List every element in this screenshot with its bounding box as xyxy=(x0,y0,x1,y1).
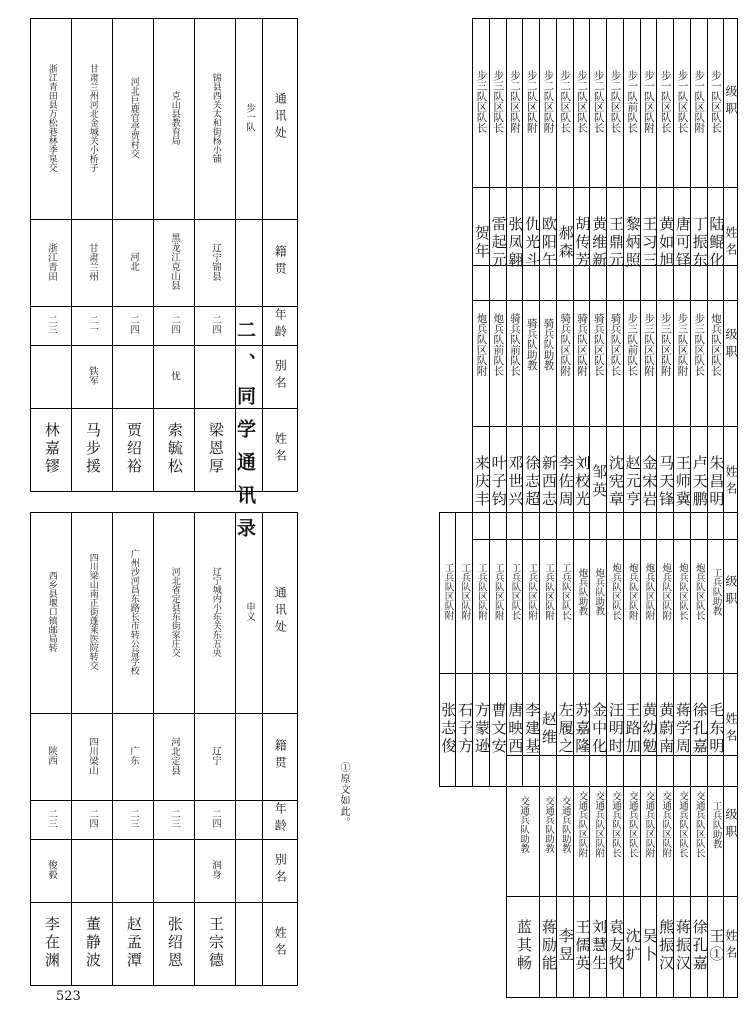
table-cell-rank: 炮兵队区队长 xyxy=(607,513,624,674)
table-cell-rank: 交通兵队区队附 xyxy=(573,756,590,897)
table-cell-name: 仇光斗 xyxy=(523,188,540,301)
table-cell-contact: 甘肃兰州河北金城关小桥子 xyxy=(72,19,113,220)
table-header-alias: 别名 xyxy=(263,346,298,409)
table-cell-rank: 炮兵队区队附 xyxy=(473,266,490,427)
unit-label-spacer xyxy=(236,307,263,346)
table-cell-origin: 辽宁 xyxy=(195,714,236,801)
table-cell-name: 王① xyxy=(707,897,724,998)
table-cell-rank: 炮兵队区队长 xyxy=(707,266,724,427)
table-cell-name: 董静波 xyxy=(72,903,113,986)
table-cell-rank: 工兵队区队附 xyxy=(473,513,490,674)
table-cell-name: 李佐周 xyxy=(556,427,573,540)
table-cell-name: 赵元亨 xyxy=(623,427,640,540)
table-cell-name: 黄如旭 xyxy=(657,188,674,301)
unit-label-spacer xyxy=(236,840,263,903)
table-cell-name: 曹文安 xyxy=(489,674,506,787)
table-cell-age: 二三 xyxy=(154,801,195,840)
table-header-alias: 别名 xyxy=(263,840,298,903)
table-cell-rank: 工兵队助教 xyxy=(707,756,724,897)
table-cell-name: 徐志超 xyxy=(523,427,540,540)
table-cell-rank: 工兵队区队附 xyxy=(456,513,473,674)
table-cell-rank: 步三队区队附 xyxy=(640,266,657,427)
table-cell-alias: 铁军 xyxy=(72,346,113,409)
table-cell-name: 王师冀 xyxy=(674,427,691,540)
table-cell-rank: 步三队区队长 xyxy=(489,19,506,188)
table-cell-age: 二四 xyxy=(195,801,236,840)
footnote: ①原文如此。 xyxy=(338,762,349,828)
section-title: 二、同学通讯录 xyxy=(234,320,256,551)
table-cell-rank: 步一队区队附 xyxy=(640,19,657,188)
table-cell-name: 马步援 xyxy=(72,409,113,492)
table-cell-rank: 工兵队助教 xyxy=(707,513,724,674)
table-header-age: 年龄 xyxy=(263,801,298,840)
table-cell-rank: 步一队区队附 xyxy=(690,19,707,188)
table-cell-name: 黄维新 xyxy=(590,188,607,301)
table-cell-name: 卢天鹏 xyxy=(690,427,707,540)
table-cell-rank: 步一队区队长 xyxy=(657,19,674,188)
table-header-origin: 籍贯 xyxy=(263,714,298,801)
table-cell-name: 刘慧生 xyxy=(590,897,607,998)
table-cell-rank: 步二队区队长 xyxy=(590,19,607,188)
table-cell-alias xyxy=(72,840,113,903)
unit-label-spacer xyxy=(236,346,263,409)
table-cell-rank: 交通兵队区队长 xyxy=(623,756,640,897)
table-cell-name: 林嘉镠 xyxy=(31,409,72,492)
table-cell-name: 熊振汉 xyxy=(657,897,674,998)
table-cell-name: 左履之 xyxy=(556,674,573,787)
table-cell-rank: 步三队前队长 xyxy=(623,266,640,427)
table-cell-rank: 交通兵队区队长 xyxy=(690,756,707,897)
table-cell-rank: 骑兵队助教 xyxy=(523,266,540,427)
table-cell-name: 王鼎元 xyxy=(607,188,624,301)
table-header-age: 年龄 xyxy=(263,307,298,346)
table-cell-rank: 步二队区队附 xyxy=(540,19,557,188)
table-cell-rank: 交通兵队助教 xyxy=(556,756,573,897)
table-cell-origin: 广东 xyxy=(113,714,154,801)
table-cell-name: 蒋励能 xyxy=(540,897,557,998)
table-cell-rank: 步二队区队附 xyxy=(523,19,540,188)
table-cell-rank: 步三队区队附 xyxy=(657,266,674,427)
table-cell-name: 马天锋 xyxy=(657,427,674,540)
table-header-name: 姓名 xyxy=(724,188,738,301)
table-cell-name: 贺年 xyxy=(473,188,490,301)
table-cell-rank: 炮兵队区队长 xyxy=(674,513,691,674)
unit-label: 申义 xyxy=(236,513,263,714)
table-cell-name: 王习三 xyxy=(640,188,657,301)
table-header-name: 姓名 xyxy=(263,409,298,492)
table-cell-alias xyxy=(113,346,154,409)
table-cell-name: 石子方 xyxy=(456,674,473,787)
table-cell-alias xyxy=(154,840,195,903)
table-cell-name: 李建基 xyxy=(523,674,540,787)
table-cell-name: 陆鲲化 xyxy=(707,188,724,301)
table-cell-name: 黄蔚南 xyxy=(657,674,674,787)
table-header-rank: 级职 xyxy=(724,266,738,427)
table-cell-rank: 交通兵队区队长 xyxy=(674,756,691,897)
table-cell-origin: 浙江青田 xyxy=(31,220,72,307)
table-cell-rank: 骑兵队区队附 xyxy=(573,266,590,427)
table-cell-origin: 陕西 xyxy=(31,714,72,801)
table-cell-rank: 交通兵队区队附 xyxy=(657,756,674,897)
unit-label-spacer xyxy=(236,220,263,307)
table-cell-name: 沈宪章 xyxy=(607,427,624,540)
table-cell-name: 王宗德 xyxy=(195,903,236,986)
table-cell-contact: 锦县西关太和街杨小铺 xyxy=(195,19,236,220)
table-cell-name: 朱昌明 xyxy=(707,427,724,540)
table-cell-rank: 步一队前队长 xyxy=(623,19,640,188)
table-cell-rank: 交通兵队区队附 xyxy=(590,756,607,897)
table-cell-alias: 忧 xyxy=(154,346,195,409)
detail-roster-top xyxy=(30,18,298,492)
table-cell-name: 胡传芳 xyxy=(573,188,590,301)
table-cell-rank: 炮兵队前队长 xyxy=(489,266,506,427)
table-cell-rank: 工兵队区队附 xyxy=(489,513,506,674)
table-cell-rank: 步二队区队附 xyxy=(506,19,523,188)
table-cell-contact: 克山县教育局 xyxy=(154,19,195,220)
table-cell-rank: 炮兵队区队附 xyxy=(640,513,657,674)
table-cell-alias xyxy=(195,346,236,409)
table-cell-name: 郝森 xyxy=(556,188,573,301)
table-cell-name: 赵孟潭 xyxy=(113,903,154,986)
table-cell-rank: 炮兵队助教 xyxy=(590,513,607,674)
detail-roster-bottom xyxy=(30,512,298,986)
table-cell-name: 贾绍裕 xyxy=(113,409,154,492)
table-cell-name: 黎炳照 xyxy=(623,188,640,301)
table-cell-name: 李在渊 xyxy=(31,903,72,986)
table-header-name: 姓名 xyxy=(724,897,738,998)
table-cell-name: 索毓松 xyxy=(154,409,195,492)
table-cell-name: 欧阳午 xyxy=(540,188,557,301)
table-cell-contact: 辽宁城内小东关东五央 xyxy=(195,513,236,714)
table-cell-age: 二三 xyxy=(31,801,72,840)
unit-label-spacer xyxy=(236,714,263,801)
table-cell-name: 蒋学周 xyxy=(674,674,691,787)
table-header-contact: 通讯处 xyxy=(263,513,298,714)
table-cell-age: 二四 xyxy=(113,307,154,346)
table-cell-name: 方蒙逊 xyxy=(473,674,490,787)
table-cell-name: 刘校光 xyxy=(573,427,590,540)
table-cell-name: 王儒英 xyxy=(573,897,590,998)
table-cell-contact: 四川梁山南正街蓬莱医院转交 xyxy=(72,513,113,714)
table-header-contact: 通讯处 xyxy=(263,19,298,220)
table-cell-rank: 炮兵队区队附 xyxy=(623,513,640,674)
table-cell-name: 王路加 xyxy=(623,674,640,787)
table-cell-name: 蒋振汉 xyxy=(674,897,691,998)
table-cell-name: 唐映西 xyxy=(506,674,523,787)
table-header-name: 姓名 xyxy=(263,903,298,986)
table-cell-rank: 步二队区队长 xyxy=(556,19,573,188)
table-cell-name: 汪明时 xyxy=(607,674,624,787)
table-cell-name: 蓝其畅 xyxy=(507,897,540,998)
table-cell-name: 邹英 xyxy=(590,427,607,540)
table-cell-name: 张凤翱 xyxy=(506,188,523,301)
table-cell-rank: 炮兵队区队长 xyxy=(690,513,707,674)
table-cell-rank: 骑兵队区队长 xyxy=(590,266,607,427)
table-cell-name: 张绍恩 xyxy=(154,903,195,986)
table-cell-rank: 骑兵队助教 xyxy=(540,266,557,427)
roster-table-d xyxy=(506,755,738,998)
unit-label: 步一队 xyxy=(236,19,263,220)
table-cell-name: 梁恩厚 xyxy=(195,409,236,492)
table-header-name: 姓名 xyxy=(724,674,738,787)
table-cell-rank: 骑兵队前队长 xyxy=(506,266,523,427)
table-cell-rank: 工兵队区队长 xyxy=(506,513,523,674)
table-header-name: 姓名 xyxy=(724,427,738,540)
table-cell-age: 二三 xyxy=(113,801,154,840)
table-cell-origin: 甘肃兰州 xyxy=(72,220,113,307)
table-cell-rank: 交通兵队区队长 xyxy=(607,756,624,897)
unit-label-spacer xyxy=(236,801,263,840)
roster-table-a xyxy=(472,18,738,301)
table-cell-age: 二四 xyxy=(154,307,195,346)
table-cell-rank: 步二队区队长 xyxy=(607,19,624,188)
table-cell-name: 来庆丰 xyxy=(473,427,490,540)
table-cell-rank: 步三队区队长 xyxy=(690,266,707,427)
page-number: 523 xyxy=(56,989,81,1004)
table-cell-age: 二四 xyxy=(195,307,236,346)
table-cell-name: 丁振东 xyxy=(690,188,707,301)
table-cell-name: 徐孔嘉 xyxy=(690,897,707,998)
table-cell-contact: 河北巨鹿官亭贾村交 xyxy=(113,19,154,220)
table-cell-name: 沈扩 xyxy=(623,897,640,998)
table-cell-origin: 河北 xyxy=(113,220,154,307)
table-cell-name: 邓世兴 xyxy=(506,427,523,540)
table-cell-rank: 步一队区队长 xyxy=(674,19,691,188)
table-header-rank: 级职 xyxy=(724,756,738,897)
table-cell-age: 二一 xyxy=(72,307,113,346)
table-cell-rank: 交通兵队区队附 xyxy=(640,756,657,897)
table-cell-rank: 步一队区队长 xyxy=(707,19,724,188)
table-cell-rank: 炮兵队区队附 xyxy=(657,513,674,674)
table-cell-age: 二三 xyxy=(31,307,72,346)
table-cell-origin: 辽宁锦县 xyxy=(195,220,236,307)
table-cell-name: 唐可铎 xyxy=(674,188,691,301)
table-cell-name: 金宋岩 xyxy=(640,427,657,540)
table-cell-rank: 步二队区队长 xyxy=(573,19,590,188)
table-cell-rank: 交通兵队助教 xyxy=(507,756,540,897)
table-cell-origin: 黑龙江克山县 xyxy=(154,220,195,307)
table-cell-alias xyxy=(113,840,154,903)
table-cell-contact: 广州沙河昌东路长市转公益学校 xyxy=(113,513,154,714)
table-cell-name: 雷起元 xyxy=(489,188,506,301)
roster-table-b xyxy=(472,265,738,540)
table-cell-name: 徐孔嘉 xyxy=(690,674,707,787)
table-cell-rank: 工兵队区队附 xyxy=(523,513,540,674)
table-cell-rank: 工兵队区队附 xyxy=(540,513,557,674)
table-cell-rank: 炮兵队助教 xyxy=(573,513,590,674)
table-cell-contact: 河北省定县东街家庄交 xyxy=(154,513,195,714)
table-header-rank: 级职 xyxy=(724,19,738,188)
table-cell-name: 李昱 xyxy=(556,897,573,998)
table-cell-name: 黄幼勉 xyxy=(640,674,657,787)
table-cell-name: 袁友牧 xyxy=(607,897,624,998)
table-cell-rank: 交通兵队助教 xyxy=(540,756,557,897)
table-header-origin: 籍贯 xyxy=(263,220,298,307)
table-cell-rank: 工兵队区队附 xyxy=(439,513,456,674)
table-cell-contact: 浙江青田县万松巷林季泉交 xyxy=(31,19,72,220)
unit-label-spacer xyxy=(236,903,263,986)
table-cell-name: 吴卜 xyxy=(640,897,657,998)
roster-table-c xyxy=(439,512,738,787)
table-cell-name: 张志俊 xyxy=(439,674,456,787)
table-cell-name: 苏嘉隆 xyxy=(573,674,590,787)
table-cell-rank: 骑兵队区队附 xyxy=(556,266,573,427)
table-cell-age: 二四 xyxy=(72,801,113,840)
table-cell-rank: 工兵队区队长 xyxy=(556,513,573,674)
table-cell-rank: 骑兵队区队长 xyxy=(607,266,624,427)
table-cell-name: 叶子钧 xyxy=(489,427,506,540)
table-cell-contact: 西乡县堰口镇邮局转 xyxy=(31,513,72,714)
table-header-rank: 级职 xyxy=(724,513,738,674)
table-cell-origin: 四川梁山 xyxy=(72,714,113,801)
unit-label-spacer xyxy=(236,409,263,492)
table-cell-alias: 俊毅 xyxy=(31,840,72,903)
table-cell-name: 金中化 xyxy=(590,674,607,787)
table-cell-rank: 步三队区队附 xyxy=(674,266,691,427)
table-cell-alias: 润身 xyxy=(195,840,236,903)
table-cell-name: 新西志 xyxy=(540,427,557,540)
table-cell-name: 赵维 xyxy=(540,674,557,787)
table-cell-rank: 步三队区队长 xyxy=(473,19,490,188)
table-cell-name: 毛东明 xyxy=(707,674,724,787)
table-cell-origin: 河北定县 xyxy=(154,714,195,801)
table-cell-alias xyxy=(31,346,72,409)
